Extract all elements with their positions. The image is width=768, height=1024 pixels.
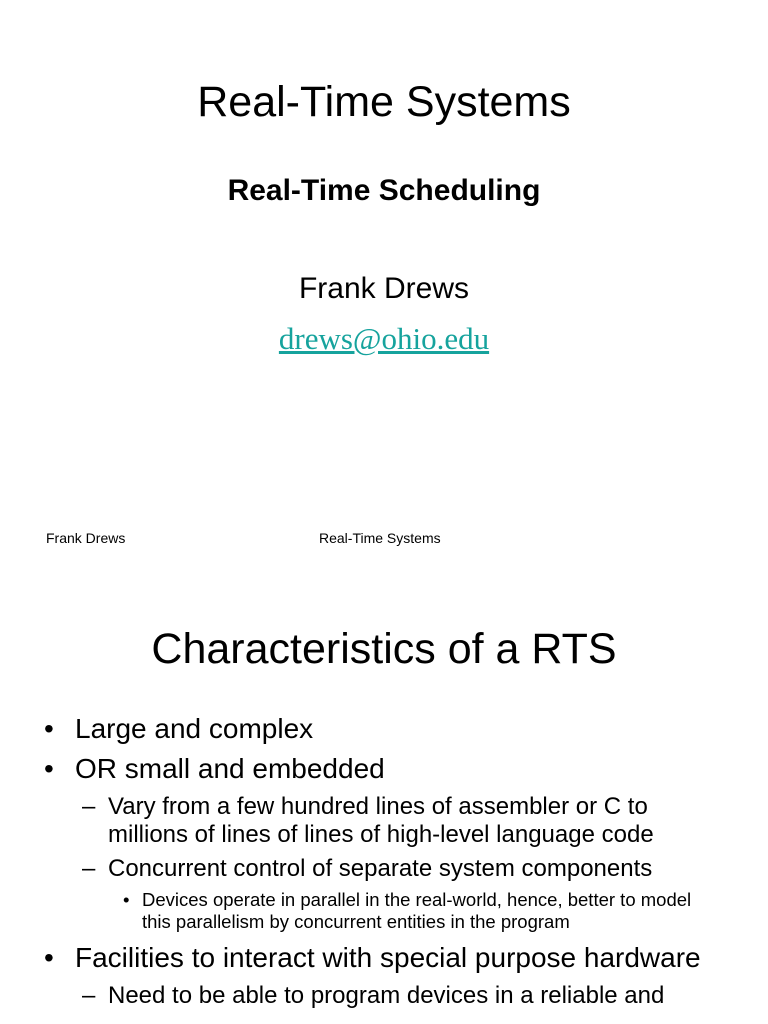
dash-icon: – xyxy=(82,982,96,1009)
bullet-text: Concurrent control of separate system components xyxy=(108,855,653,882)
list-item xyxy=(0,942,768,973)
bullet-icon: • xyxy=(44,713,54,744)
list-item xyxy=(0,982,768,1010)
bullet-text: OR small and embedded xyxy=(75,753,385,784)
list-item xyxy=(0,753,768,784)
content-slide xyxy=(0,576,768,1024)
slide-title: Real-Time Systems xyxy=(197,78,571,126)
bullet-list xyxy=(0,713,768,1016)
footer-title: Real-Time Systems xyxy=(319,530,441,546)
list-item xyxy=(0,855,768,883)
list-item xyxy=(0,793,768,849)
bullet-text: Devices operate in parallel in the real-world, hence, better to model this parallelism by concurrent entities in the program xyxy=(142,889,692,932)
dash-icon: – xyxy=(82,793,96,820)
footer-author: Frank Drews xyxy=(46,530,126,546)
dash-icon: – xyxy=(82,855,96,882)
slide-title: Characteristics of a RTS xyxy=(151,625,617,673)
bullet-text: Large and complex xyxy=(75,713,314,744)
author-name: Frank Drews xyxy=(298,272,470,305)
slide-subtitle: Real-Time Scheduling xyxy=(227,174,541,207)
bullet-icon: • xyxy=(44,753,54,784)
bullet-icon: • xyxy=(44,942,54,973)
list-item xyxy=(0,713,768,744)
bullet-text: Facilities to interact with special purpose hardware xyxy=(75,942,701,973)
author-email-link[interactable]: drews@ohio.edu xyxy=(278,321,490,356)
bullet-text: Need to be able to program devices in a reliable and xyxy=(108,982,665,1009)
bullet-text: Vary from a few hundred lines of assembler or C to millions of lines of lines of high-level language code xyxy=(108,793,654,848)
list-item xyxy=(0,889,768,933)
sub-bullet-icon: • xyxy=(123,889,130,910)
